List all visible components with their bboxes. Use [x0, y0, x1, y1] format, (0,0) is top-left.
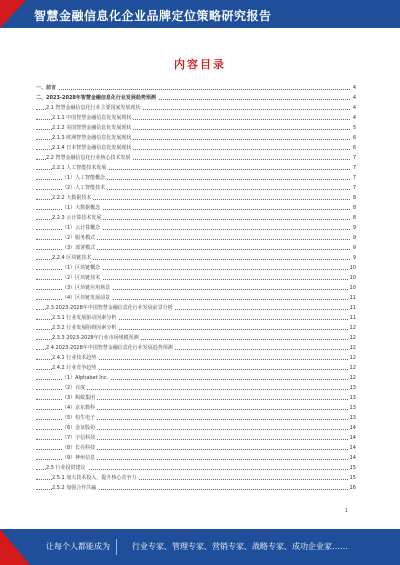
toc-entry-title: （3）区块链应用场景 [62, 285, 111, 291]
toc-entry[interactable] [36, 253, 356, 263]
toc-entry[interactable] [36, 443, 356, 453]
toc-entry[interactable] [36, 123, 356, 133]
toc-entry-page: 13 [349, 395, 356, 401]
toc-entry-page: 6 [352, 145, 356, 151]
toc-entry[interactable] [36, 83, 356, 93]
toc-entry-title: （5）恒生电子 [62, 415, 96, 421]
toc-entry-title: 2.5.2 加强合作共赢 [52, 485, 97, 491]
toc-entry-page: 7 [352, 165, 356, 171]
toc-entry-page: 15 [349, 465, 356, 471]
toc-entry[interactable] [36, 373, 356, 383]
toc-entry-title: （1）区块链概念 [62, 265, 101, 271]
toc-entry-title: （8）长亮科技 [62, 445, 96, 451]
toc-entry-page: 11 [349, 305, 356, 311]
toc-entry-title: （9）神州信息 [62, 455, 96, 461]
toc-entry-title: 2.3 2023-2028年中国智慧金融信息化行业发展前景分析 [46, 305, 173, 311]
toc-entry-title: （2）百度 [62, 385, 86, 391]
toc-entry[interactable] [36, 403, 356, 413]
toc-entry[interactable] [36, 93, 356, 103]
toc-entry-page: 10 [349, 285, 356, 291]
footer-slogan: 让每个人都能成为 [46, 542, 110, 551]
toc-entry-page: 7 [352, 175, 356, 181]
toc-entry-title: 二、2023-2028年智慧金融信息化行业发展趋势预测 [36, 95, 156, 101]
toc-entry-page: 8 [352, 215, 356, 221]
toc-entry-title: 2.2.3 云计算技术发展 [52, 215, 102, 221]
toc-entry[interactable] [36, 263, 356, 273]
toc-entry[interactable] [36, 203, 356, 213]
toc-leader [36, 89, 356, 90]
toc-entry-title: （1）Alphabet Inc. [62, 375, 109, 381]
toc-entry[interactable] [36, 423, 356, 433]
toc-entry-title: （1）云计算概念 [62, 225, 101, 231]
toc-entry-title: 2.4.2 行业竞争趋势 [52, 365, 97, 371]
toc-entry[interactable] [36, 163, 356, 173]
toc-entry-page: 9 [352, 225, 356, 231]
toc-entry[interactable] [36, 383, 356, 393]
toc-entry-title: （6）金证股份 [62, 425, 96, 431]
toc-entry-page: 12 [349, 365, 356, 371]
document-title: 智慧金融信息化企业品牌定位策略研究报告 [34, 9, 272, 23]
toc-entry[interactable] [36, 323, 356, 333]
toc-entry-page: 9 [352, 255, 356, 261]
toc-entry-page: 6 [352, 135, 356, 141]
toc-entry-title: （2）服务模式 [62, 235, 96, 241]
toc-entry[interactable] [36, 143, 356, 153]
toc-entry[interactable] [36, 393, 356, 403]
toc-entry-page: 12 [349, 375, 356, 381]
toc-entry[interactable] [36, 283, 356, 293]
toc-entry[interactable] [36, 173, 356, 183]
toc-entry-title: 2.2.4 区块链技术 [52, 255, 92, 261]
toc-entry-title: 2.3.2 行业发展阻碍因素分析 [52, 325, 117, 331]
toc-entry[interactable] [36, 313, 356, 323]
toc-entry-page: 11 [349, 295, 356, 301]
toc-entry-page: 13 [349, 415, 356, 421]
table-of-contents [36, 83, 356, 493]
toc-entry-page: 4 [352, 95, 356, 101]
toc-entry[interactable] [36, 453, 356, 463]
toc-title: 内容目录 [174, 58, 226, 71]
toc-entry-page: 16 [349, 485, 356, 491]
toc-entry-page: 4 [352, 85, 356, 91]
toc-entry-title: （4）京东数科 [62, 405, 96, 411]
toc-entry-title: 2.2.1 人工智能技术发展 [52, 165, 107, 171]
toc-entry-page: 9 [352, 245, 356, 251]
toc-entry-title: 2.1.4 日本智慧金融信息化发展现状 [52, 145, 132, 151]
toc-entry[interactable] [36, 153, 356, 163]
toc-entry[interactable] [36, 413, 356, 423]
toc-entry-title: 2.1.2 美国智慧金融信息化发展现状 [52, 125, 132, 131]
toc-entry[interactable] [36, 433, 356, 443]
toc-entry-title: 2.5.1 加大技术投入，提升核心竞争力 [52, 475, 137, 481]
toc-entry-page: 4 [352, 115, 356, 121]
toc-entry-title: 2.1.1 中国智慧金融信息化发展现状 [52, 115, 132, 121]
toc-entry-page: 8 [352, 195, 356, 201]
toc-entry-page: 14 [349, 435, 356, 441]
toc-entry-page: 11 [349, 315, 356, 321]
toc-entry-title: 2.2 智慧金融信息化行业核心技术发展 [46, 155, 131, 161]
toc-entry-page: 12 [349, 325, 356, 331]
toc-entry-title: （3）蚂蚁集团 [62, 395, 96, 401]
toc-entry-page: 14 [349, 425, 356, 431]
toc-entry[interactable] [36, 103, 356, 113]
toc-entry-page: 15 [349, 475, 356, 481]
footer-tags: 行业专家、管理专家、营销专家、战略专家、成功企业家…… [132, 542, 348, 551]
toc-entry-title: 2.5 行业投资建议 [46, 465, 86, 471]
toc-entry-page: 5 [352, 125, 356, 131]
header-accent [0, 0, 26, 28]
toc-entry-title: 2.3.1 行业发展驱动因素分析 [52, 315, 117, 321]
toc-entry-page: 12 [349, 335, 356, 341]
toc-entry[interactable] [36, 113, 356, 123]
toc-entry-page: 7 [352, 155, 356, 161]
toc-entry-page: 14 [349, 445, 356, 451]
toc-entry-page: 13 [349, 405, 356, 411]
toc-entry[interactable] [36, 233, 356, 243]
toc-entry-page: 9 [352, 235, 356, 241]
toc-entry[interactable] [36, 303, 356, 313]
toc-entry-title: 2.1.3 欧洲智慧金融信息化发展现状 [52, 135, 132, 141]
toc-entry-page: 12 [349, 355, 356, 361]
toc-entry-title: （1）大数据概念 [62, 205, 101, 211]
toc-entry[interactable] [36, 273, 356, 283]
toc-entry-page: 13 [349, 385, 356, 391]
toc-entry[interactable] [36, 363, 356, 373]
toc-entry-page: 7 [352, 185, 356, 191]
toc-entry-page: 12 [349, 345, 356, 351]
toc-entry[interactable] [36, 133, 356, 143]
toc-entry-title: 2.3.3 2023-2028年行业市场规模预测 [52, 335, 139, 341]
toc-entry-title: （1）人工智能概念 [62, 175, 106, 181]
toc-entry-page: 10 [349, 265, 356, 271]
toc-entry-page: 14 [349, 455, 356, 461]
toc-entry[interactable] [36, 483, 356, 493]
toc-entry[interactable] [36, 343, 356, 353]
toc-entry[interactable] [36, 333, 356, 343]
page-number: 1 [344, 508, 348, 514]
toc-entry-page: 10 [349, 275, 356, 281]
toc-entry-title: 2.4 2023-2028年中国智慧金融信息化行业发展趋势预测 [46, 345, 173, 351]
toc-entry[interactable] [36, 353, 356, 363]
toc-entry[interactable] [36, 293, 356, 303]
toc-entry[interactable] [36, 183, 356, 193]
toc-entry-title: （2）人工智能技术 [62, 185, 106, 191]
toc-entry-title: 2.1 智慧金融信息化行业主要国家发展现状 [46, 105, 141, 111]
toc-entry[interactable] [36, 243, 356, 253]
toc-entry[interactable] [36, 473, 356, 483]
footer-divider [116, 539, 117, 555]
toc-entry[interactable] [36, 463, 356, 473]
toc-entry-title: （3）部署模式 [62, 245, 96, 251]
toc-entry-title: （4）区块链发展前景 [62, 295, 111, 301]
toc-entry-title: 2.2.2 大数据技术 [52, 195, 92, 201]
toc-entry[interactable] [36, 213, 356, 223]
toc-entry[interactable] [36, 193, 356, 203]
footer-accent [0, 529, 30, 565]
toc-entry-title: （7）宇信科技 [62, 435, 96, 441]
toc-entry-page: 8 [352, 205, 356, 211]
toc-entry-title: （2）区块链技术 [62, 275, 101, 281]
toc-entry-page: 4 [352, 105, 356, 111]
toc-entry[interactable] [36, 223, 356, 233]
toc-entry-title: 一、前言 [36, 85, 57, 91]
toc-entry-title: 2.4.1 行业技术趋势 [52, 355, 97, 361]
